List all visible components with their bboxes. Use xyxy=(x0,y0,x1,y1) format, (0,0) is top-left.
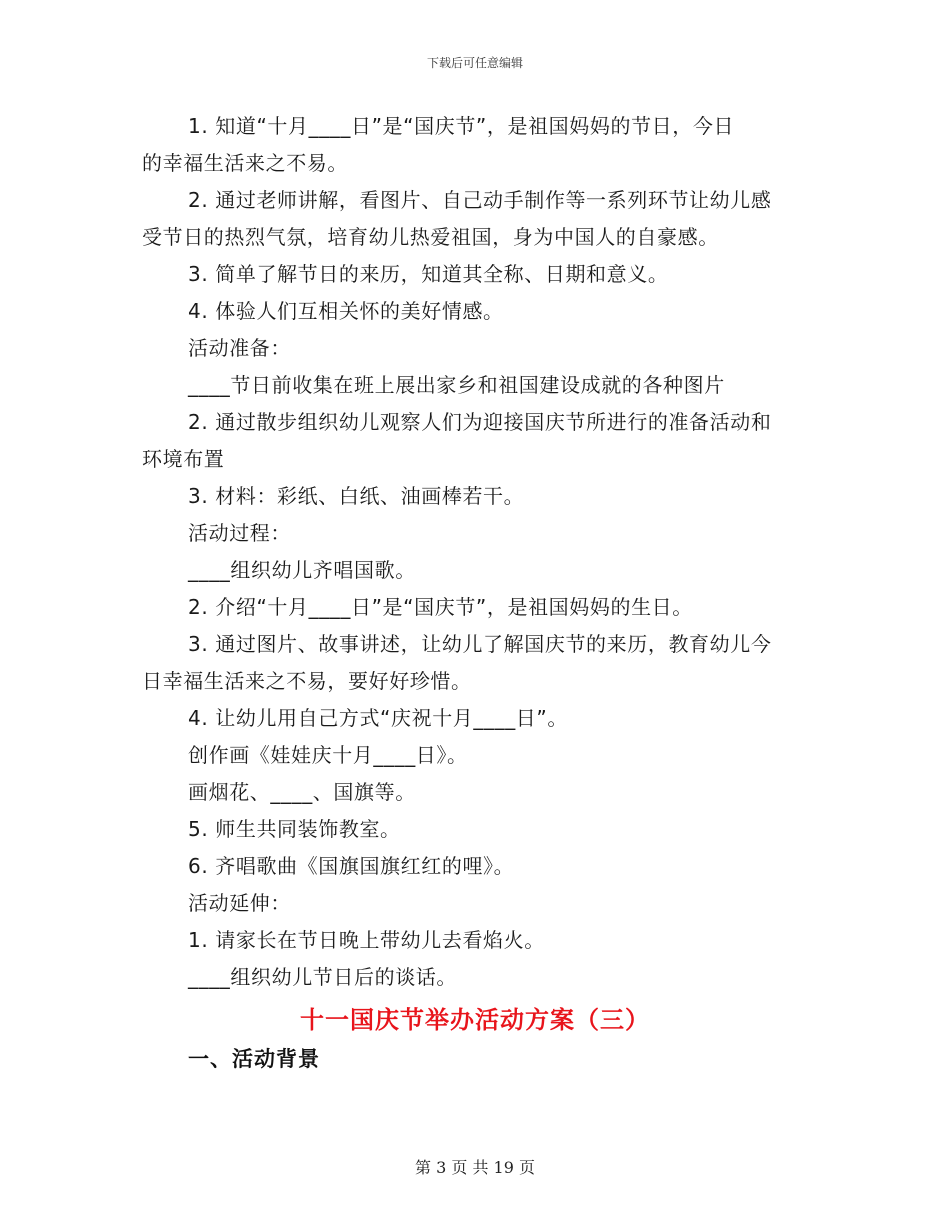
text-line: 受节日的热烈气氛，培育幼儿热爱祖国，身为中国人的自豪感。 xyxy=(142,225,719,249)
text-line: 画烟花、____、国旗等。 xyxy=(188,780,416,804)
text-line: 活动过程： xyxy=(188,521,291,545)
text-line: 2. 通过老师讲解，看图片、自己动手制作等一系列环节让幼儿感 xyxy=(188,188,772,212)
text-line: 4. 让幼儿用自己方式“庆祝十月____日”。 xyxy=(188,706,568,730)
text-line: 日幸福生活来之不易，要好好珍惜。 xyxy=(142,669,472,693)
sub-heading: 一、活动背景 xyxy=(188,1047,320,1071)
text-line: ____组织幼儿齐唱国歌。 xyxy=(188,558,416,582)
text-line: 2. 介绍“十月____日”是“国庆节”，是祖国妈妈的生日。 xyxy=(188,595,693,619)
text-line: 3. 简单了解节日的来历，知道其全称、日期和意义。 xyxy=(188,262,669,286)
text-line: 活动延伸： xyxy=(188,891,291,915)
document-body xyxy=(142,108,802,996)
text-line: ____组织幼儿节日后的谈话。 xyxy=(188,965,457,989)
text-line: 3. 通过图片、故事讲述，让幼儿了解国庆节的来历，教育幼儿今 xyxy=(188,632,772,656)
text-line: 创作画《娃娃庆十月____日》。 xyxy=(188,743,468,767)
header-note: 下载后可任意编辑 xyxy=(426,56,523,70)
text-line: 3. 材料：彩纸、白纸、油画棒若干。 xyxy=(188,484,525,508)
page-footer: 第 3 页 共 19 页 xyxy=(415,1158,535,1177)
text-line: 4. 体验人们互相关怀的美好情感。 xyxy=(188,299,504,323)
text-line: 2. 通过散步组织幼儿观察人们为迎接国庆节所进行的准备活动和 xyxy=(188,410,772,434)
text-line: 6. 齐唱歌曲《国旗国旗红红的哩》。 xyxy=(188,854,515,878)
text-line: 1. 请家长在节日晚上带幼儿去看焰火。 xyxy=(188,928,545,952)
text-line: ____节日前收集在班上展出家乡和祖国建设成就的各种图片 xyxy=(188,373,725,397)
text-line: 环境布置 xyxy=(142,447,225,471)
section-title: 十一国庆节举办活动方案（三） xyxy=(300,1006,650,1034)
text-line: 1. 知道“十月____日”是“国庆节”，是祖国妈妈的节日，今日 xyxy=(188,114,735,138)
text-line: 活动准备： xyxy=(188,336,291,360)
text-line: 5. 师生共同装饰教室。 xyxy=(188,817,401,841)
text-line: 的幸福生活来之不易。 xyxy=(142,151,348,175)
